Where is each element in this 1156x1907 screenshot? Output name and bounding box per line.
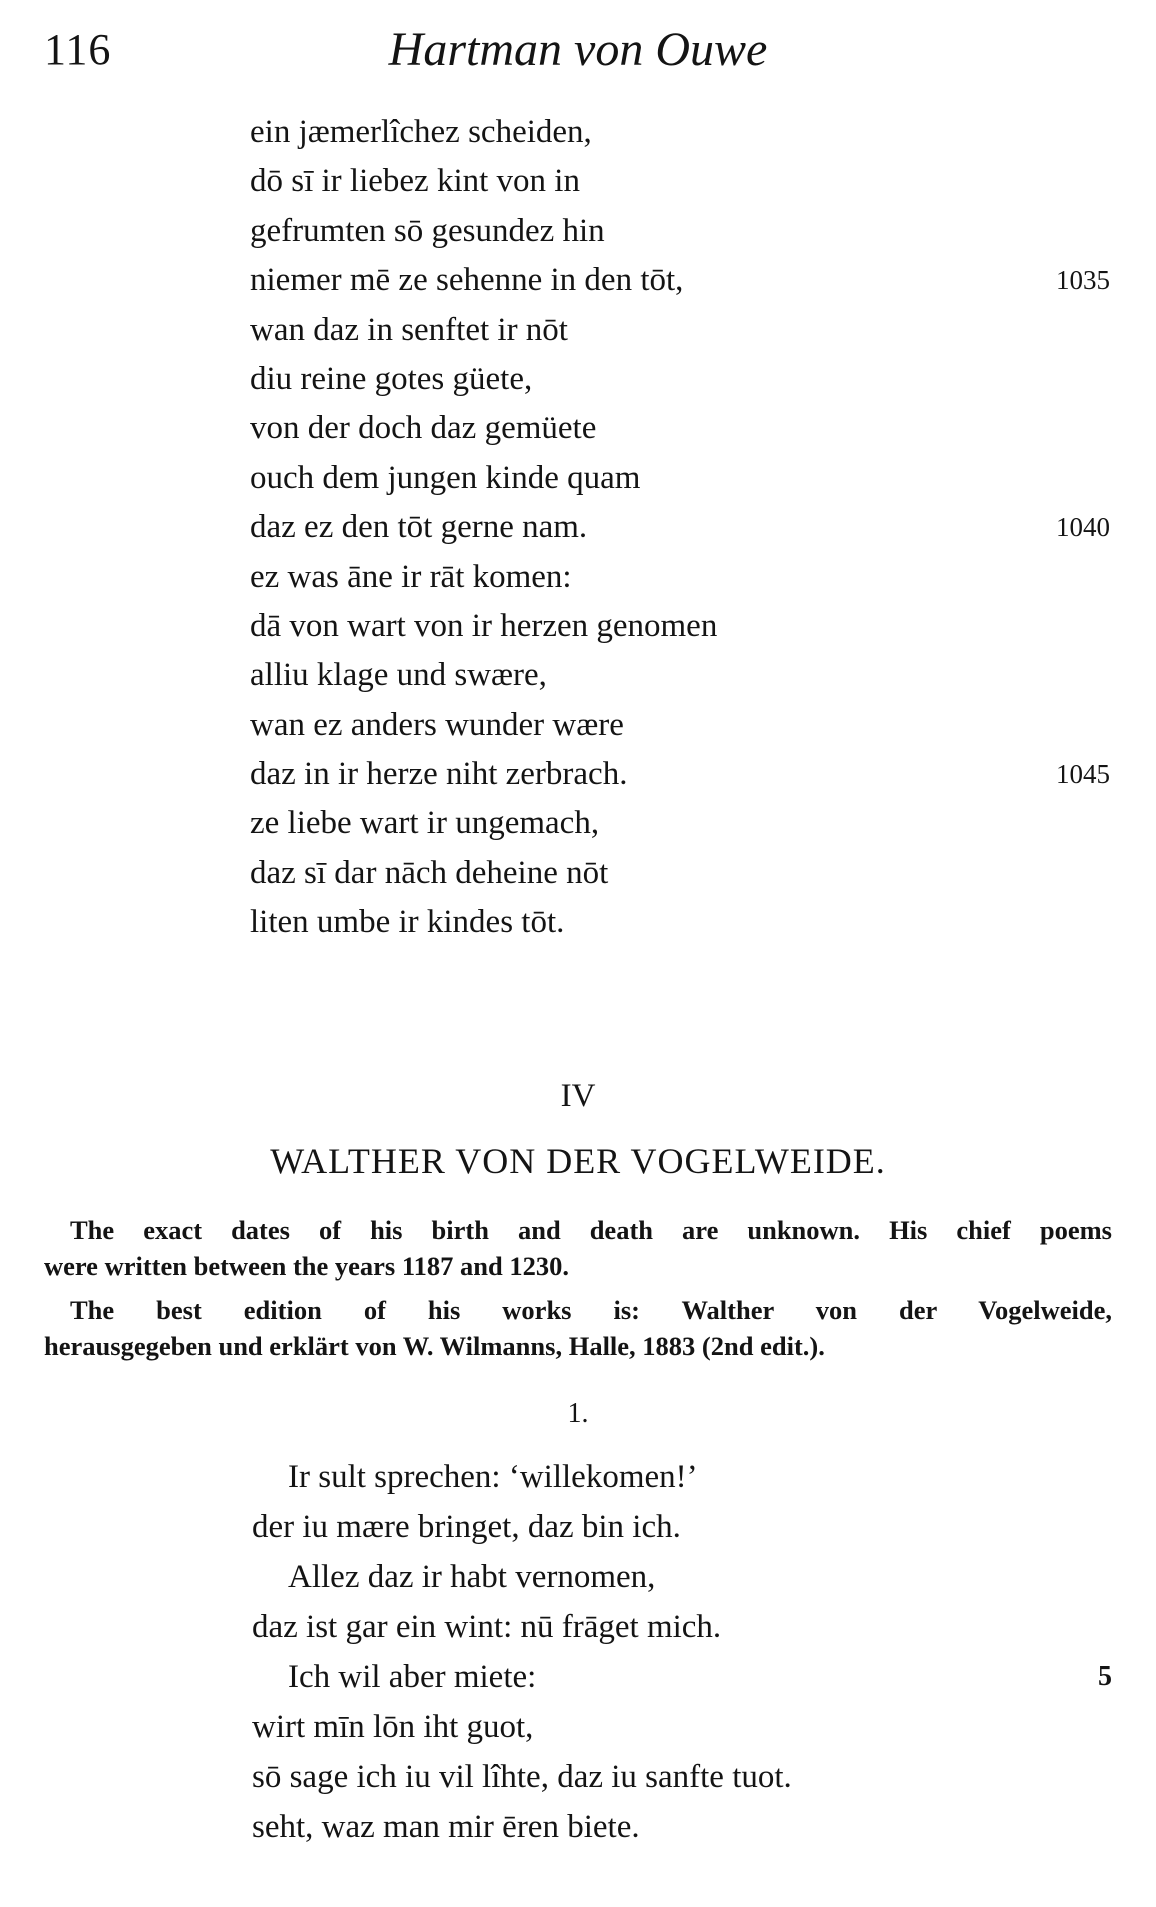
verse-line: [252, 1652, 1112, 1702]
running-title: Hartman von Ouwe: [388, 23, 768, 76]
verse-text: daz in ir herze niht zerbrach.: [250, 756, 628, 793]
verse-text: alliu klage und swære,: [250, 657, 547, 694]
line-number: 1040: [1056, 512, 1110, 543]
verse-text: niemer mē ze sehenne in den tōt,: [250, 262, 684, 299]
verse-text: ze liebe wart ir ungemach,: [250, 805, 600, 842]
verse-text: wan daz in senftet ir nōt: [250, 311, 568, 348]
verse-text: liten umbe ir kindes tōt.: [250, 904, 565, 941]
verse-text: ouch dem jungen kinde quam: [250, 459, 641, 496]
verse-text: sō sage ich iu vil lîhte, daz iu sanfte tuot.: [252, 1759, 792, 1795]
verse-text: ez was āne ir rāt komen:: [250, 558, 572, 595]
verse-line: [250, 553, 1110, 602]
verse-text: der iu mære bringet, daz bin ich.: [252, 1509, 681, 1545]
intro-note-edition: [44, 1292, 1112, 1364]
verse-text: dō sī ir liebez kint von in: [250, 163, 580, 200]
verse-line: [250, 503, 1110, 552]
note-line: were written between the years 1187 and 1230.: [44, 1251, 570, 1281]
verse-line: [250, 799, 1110, 848]
page-number: 116: [44, 25, 112, 74]
verse-line: [250, 898, 1110, 947]
verse-text: diu reine gotes güete,: [250, 360, 533, 397]
poem-excerpt-hartman: [250, 108, 1110, 948]
verse-text: gefrumten sō gesundez hin: [250, 212, 605, 249]
verse-line: [250, 454, 1110, 503]
verse-line: [250, 602, 1110, 651]
verse-line: [250, 108, 1110, 157]
verse-text: seht, waz man mir ēren biete.: [252, 1809, 640, 1845]
verse-text: von der doch daz gemüete: [250, 410, 597, 447]
verse-line: [250, 701, 1110, 750]
verse-text: daz ez den tōt gerne nam.: [250, 509, 588, 546]
note-line: The exact dates of his birth and death are unknown. His chief poems: [70, 1215, 1112, 1245]
section-number: IV: [560, 1078, 596, 1114]
note-line: The best edition of his works is: Walther von der Vogelweide,: [70, 1295, 1112, 1325]
verse-line: [250, 306, 1110, 355]
verse-line: [252, 1552, 1112, 1602]
note-line: herausgegeben und erklärt von W. Wilmanns, Halle, 1883 (2nd edit.).: [44, 1331, 825, 1361]
page-header: [44, 18, 1112, 78]
verse-line: [252, 1502, 1112, 1552]
verse-text: wan ez anders wunder wære: [250, 706, 624, 743]
verse-line: [252, 1702, 1112, 1752]
verse-line: [250, 651, 1110, 700]
verse-line: [252, 1802, 1112, 1852]
verse-text: Ich wil aber miete:: [288, 1659, 537, 1695]
verse-line: [250, 157, 1110, 206]
verse-line: [252, 1752, 1112, 1802]
line-number: 1045: [1056, 759, 1110, 790]
verse-text: Allez daz ir habt vernomen,: [288, 1559, 656, 1595]
verse-text: dā von wart von ir herzen genomen: [250, 607, 718, 644]
verse-line: [252, 1602, 1112, 1652]
verse-line: [250, 750, 1110, 799]
verse-line: [250, 404, 1110, 453]
line-number: 1035: [1056, 265, 1110, 296]
verse-text: wirt mīn lōn iht guot,: [252, 1709, 534, 1745]
verse-line: [252, 1452, 1112, 1502]
verse-text: daz ist gar ein wint: nū frāget mich.: [252, 1609, 722, 1645]
verse-text: Ir sult sprechen: ‘willekomen!’: [288, 1459, 698, 1495]
verse-line: [250, 207, 1110, 256]
verse-text: ein jæmerlîchez scheiden,: [250, 114, 592, 150]
poem-number: 1.: [567, 1398, 589, 1429]
intro-note-dates: [44, 1212, 1112, 1284]
verse-line: [250, 849, 1110, 898]
line-number: 5: [1098, 1661, 1112, 1692]
verse-line: [250, 355, 1110, 404]
poem-walther-1: [252, 1452, 1112, 1852]
verse-line: [250, 256, 1110, 305]
verse-text: daz sī dar nāch deheine nōt: [250, 854, 609, 891]
section-title: WALTHER VON DER VOGELWEIDE.: [270, 1141, 886, 1181]
